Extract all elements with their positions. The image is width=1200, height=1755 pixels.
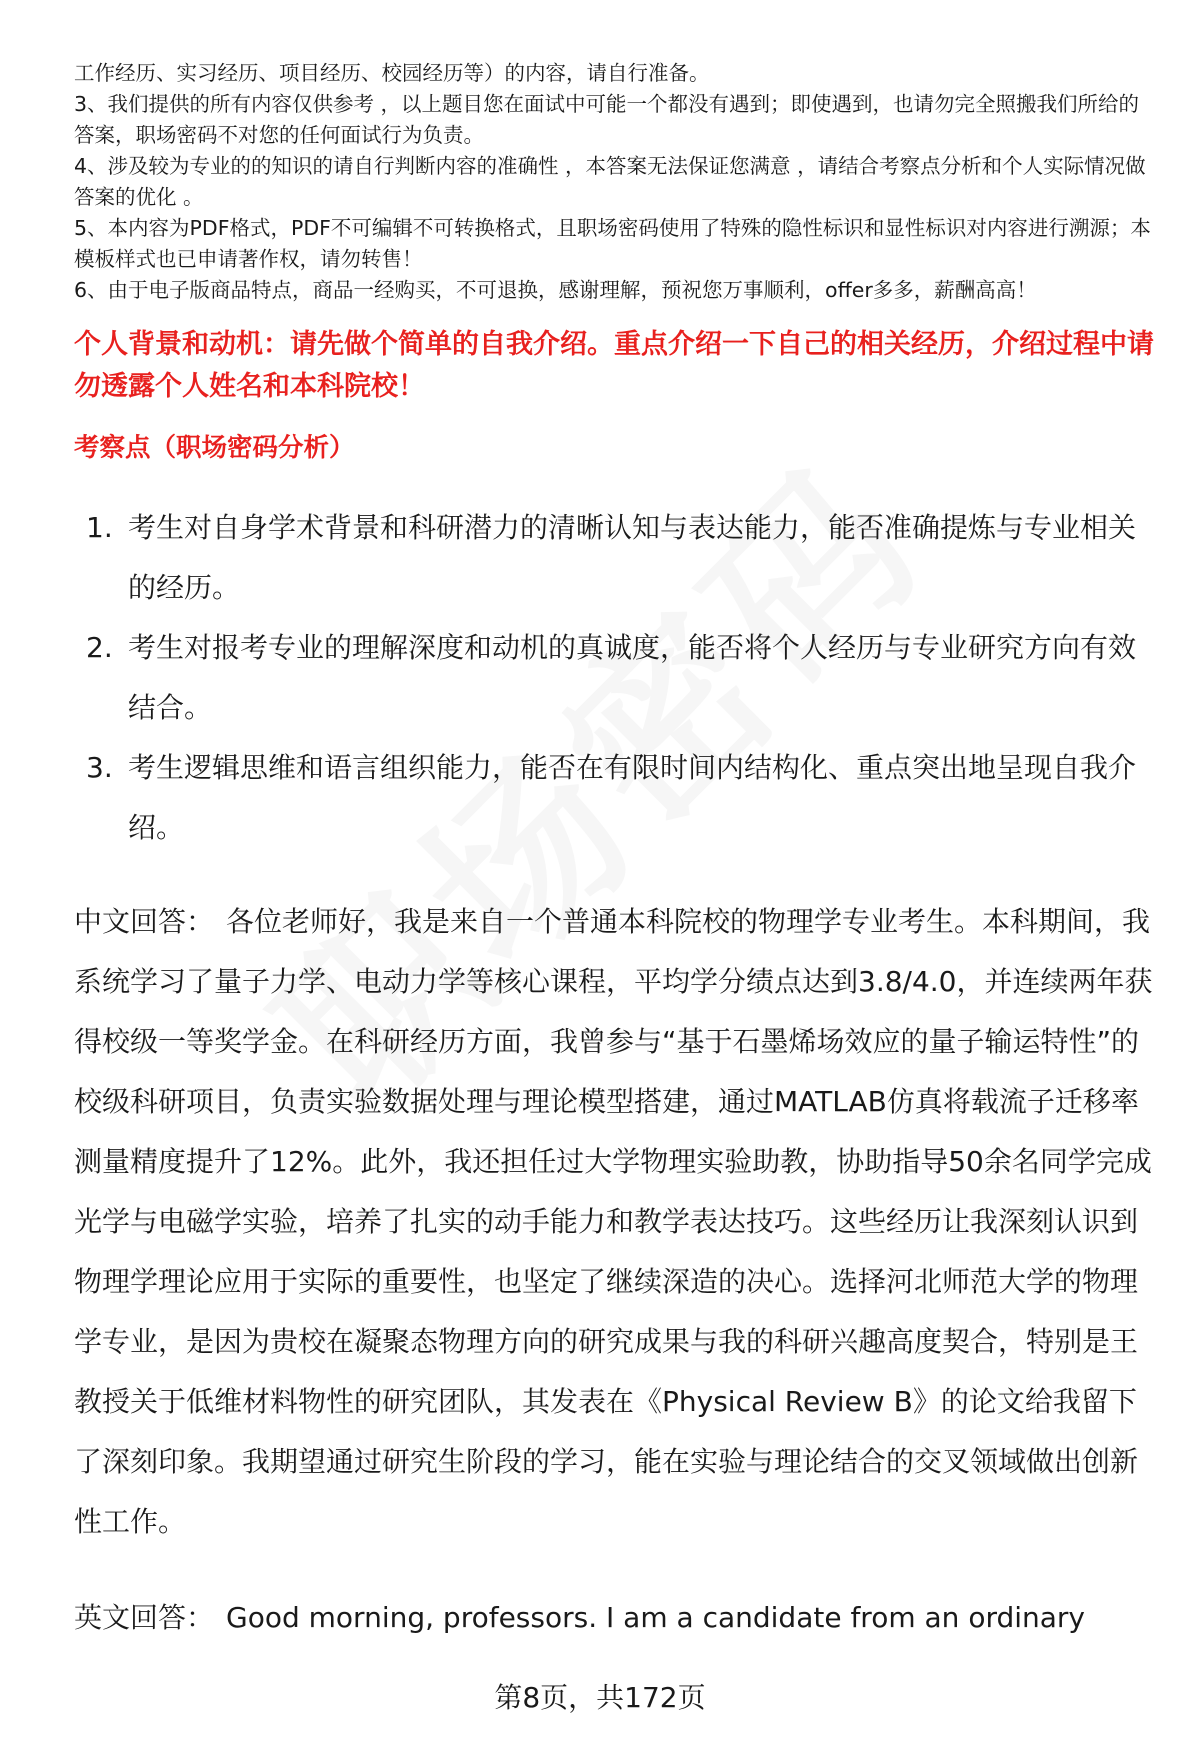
notice-line: 5、本内容为PDF格式，PDF不可编辑不可转换格式，且职场密码使用了特殊的隐性标识和显性标识对内容进行溯源；本模板样式也已申请著作权，请勿转售！: [74, 216, 1151, 271]
list-text: 考生对报考专业的理解深度和动机的真诚度，能否将个人经历与专业研究方向有效结合。: [128, 631, 1137, 724]
notice-line: 4、涉及较为专业的的知识的请自行判断内容的准确性 ，本答案无法保证您满意 ，请结合考察点分析和个人实际情况做答案的优化 。: [74, 154, 1146, 209]
list-item: [74, 498, 1156, 618]
notice-line: 3、我们提供的所有内容仅供参考 ，以上题目您在面试中可能一个都没有遇到；即使遇到，也请勿完全照搬我们所给的答案，职场密码不对您的任何面试行为负责。: [74, 92, 1140, 147]
list-item: [74, 618, 1156, 738]
list-number: 3.: [86, 751, 113, 784]
list-text: 考生逻辑思维和语言组织能力，能否在有限时间内结构化、重点突出地呈现自我介绍。: [128, 751, 1137, 844]
chinese-answer: [74, 892, 1156, 1552]
notice-line: 工作经历、实习经历、项目经历、校园经历等）的内容，请自行准备。: [74, 61, 710, 85]
list-number: 2.: [86, 631, 113, 664]
page-footer: 第8页，共172页: [494, 1681, 706, 1714]
list-number: 1.: [86, 511, 113, 544]
notice-line: 6、由于电子版商品特点，商品一经购买，不可退换，感谢理解，预祝您万事顺利，offer多多，薪酬高高！: [74, 278, 1037, 302]
document-page: [74, 58, 1156, 1648]
english-answer-label: 英文回答：: [74, 1601, 215, 1634]
list-text: 考生对自身学术背景和科研潜力的清晰认知与表达能力，能否准确提炼与专业相关的经历。: [128, 511, 1137, 604]
chinese-answer-text: 各位老师好，我是来自一个普通本科院校的物理学专业考生。本科期间，我系统学习了量子力学、电动力学等核心课程，平均学分绩点达到3.8/4.0，并连续两年获得校级一等奖学金。在科研经历方面，我曾参与“基于石墨烯场效应的量子输运特性”的校级科研项目，负责实验数据处理与理论模型搭建，通过MATLAB仿真将载流子迁移率测量精度提升了12%。此外，我还担任过大学物理实验助教，协助指导50余名同学完成光学与电磁学实验，培养了扎实的动手能力和教学表达技巧。这些经历让我深刻认识到物理学理论应用于实际的重要性，也坚定了继续深造的决心。选择河北师范大学的物理学专业，是因为贵校在凝聚态物理方向的研究成果与我的科研兴趣高度契合，特别是王教授关于低维材料物性的研究团队，其发表在《Physical Review B》的论文给我留下了深刻印象。我期望通过研究生阶段的学习，能在实验与理论结合的交叉领域做出创新性工作。: [74, 905, 1153, 1538]
english-answer-text: Good morning, professors. I am a candidate from an ordinary: [226, 1601, 1086, 1634]
english-answer: [74, 1588, 1156, 1648]
interview-question: 个人背景和动机：请先做个简单的自我介绍。重点介绍一下自己的相关经历，介绍过程中请勿透露个人姓名和本科院校！: [74, 329, 1154, 402]
list-item: [74, 738, 1156, 858]
chinese-answer-label: 中文回答：: [74, 905, 215, 938]
key-points-list: [74, 498, 1156, 858]
notice-block: [74, 58, 1156, 306]
key-points-heading: 考察点（职场密码分析）: [74, 433, 355, 463]
